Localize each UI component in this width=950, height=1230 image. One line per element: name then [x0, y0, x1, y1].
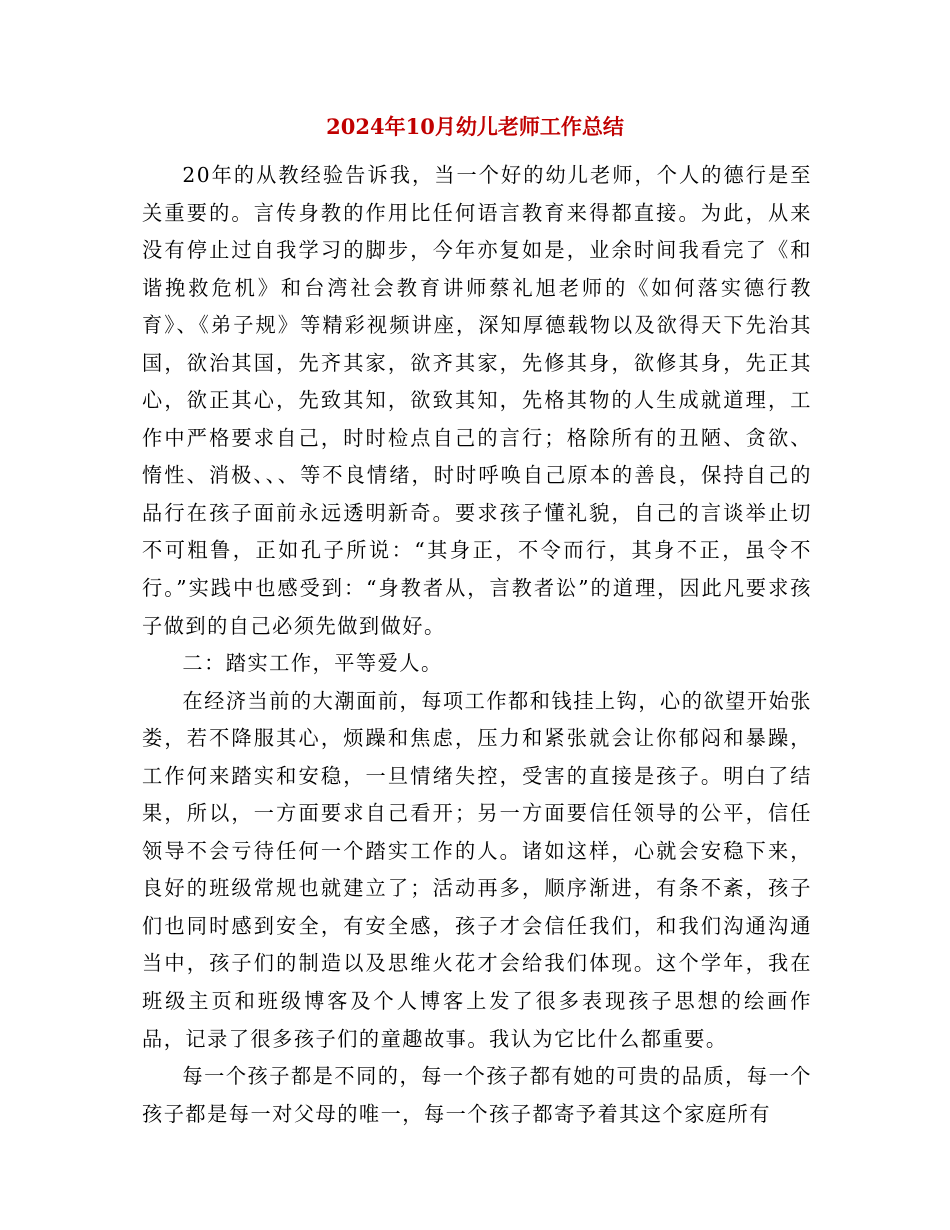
paragraph-moral-conduct: 20年的从教经验告诉我，当一个好的幼儿老师，个人的德行是至关重要的。言传身教的作用比任何语言教育来得都直接。为此，从来没有停止过自我学习的脚步，今年亦复如是，业余时间我看完了《和谐挽救危机》和台湾社会教育讲师蔡礼旭老师的《如何落实德行教育》、《弟子规》等精彩视频讲座，深知厚德载物以及欲得天下先治其国，欲治其国，先齐其家，欲齐其家，先修其身，欲修其身，先正其心，欲正其心，先致其知，欲致其知，先格其物的人生成就道理，工作中严格要求自己，时时检点自己的言行；格除所有的丑陋、贪欲、惰性、消极、、、等不良情绪，时时呼唤自己原本的善良，保持自己的品行在孩子面前永远透明新奇。要求孩子懂礼貌，自己的言谈举止切不可粗鲁，正如孔子所说：“其身正，不令而行，其身不正，虽令不行。”实践中也感受到：“身教者从，言教者讼”的道理，因此凡要求孩子做到的自己必须先做到做好。	[142, 163, 812, 638]
paragraph-steady-work: 在经济当前的大潮面前，每项工作都和钱挂上钩，心的欲望开始张娄，若不降服其心，烦躁和焦虑，压力和紧张就会让你郁闷和暴躁，工作何来踏实和安稳，一旦情绪失控，受害的直接是孩子。明白了结果，所以，一方面要求自己看开；另一方面要信任领导的公平，信任领导不会亏待任何一个踏实工作的人。诸如这样，心就会安稳下来，良好的班级常规也就建立了；活动再多，顺序渐进，有条不紊，孩子们也同时感到安全，有安全感，孩子才会信任我们，和我们沟通沟通当中，孩子们的制造以及思维火花才会给我们体现。这个学年，我在班级主页和班级博客及个人博客上发了很多表现孩子思想的绘画作品，记录了很多孩子们的童趣故事。我认为它比什么都重要。	[142, 688, 812, 1051]
paragraph-each-child: 每一个孩子都是不同的，每一个孩子都有她的可贵的品质，每一个孩子都是每一对父母的唯一，每一个孩子都寄予着其这个家庭所有	[142, 1064, 812, 1126]
section-heading-work-hard: 二：踏实工作，平等爱人。	[182, 651, 443, 676]
document-title: 2024年10月幼儿老师工作总结	[326, 114, 624, 139]
document-body	[142, 157, 812, 1133]
